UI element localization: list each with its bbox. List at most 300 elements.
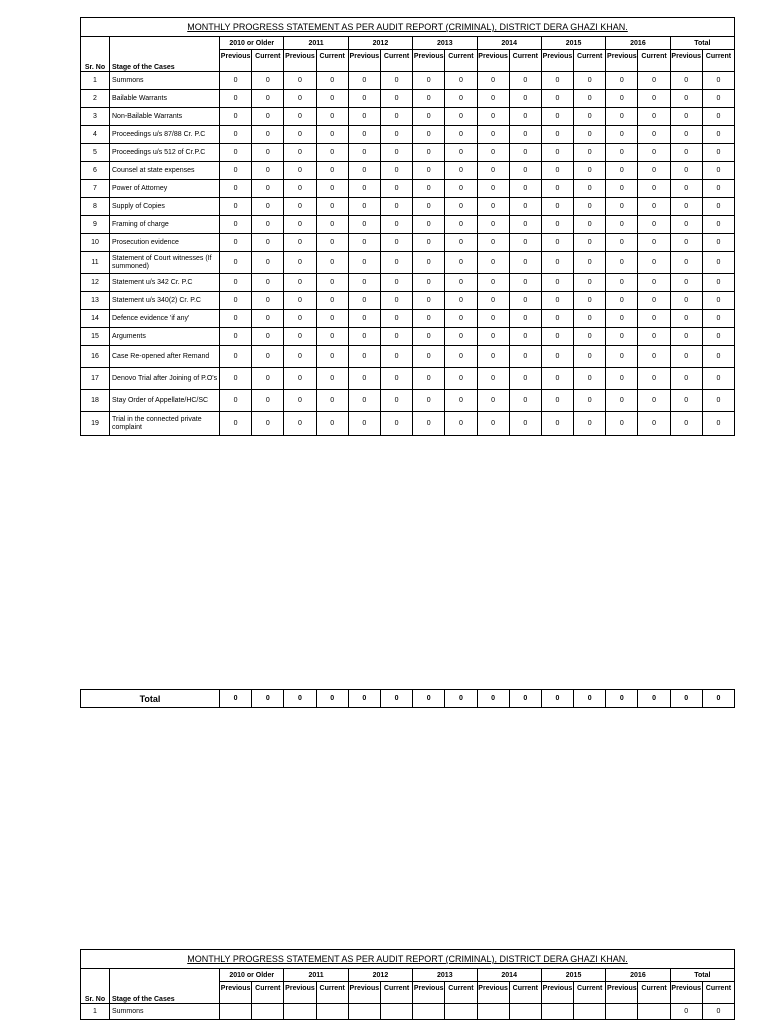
value-cell: 0	[220, 72, 252, 90]
value-cell: 0	[702, 346, 734, 368]
value-cell: 0	[316, 126, 348, 144]
previous-header: Previous	[220, 50, 252, 72]
value-cell: 0	[380, 162, 412, 180]
value-cell: 0	[220, 274, 252, 292]
sr-cell: 6	[81, 162, 110, 180]
value-cell: 0	[284, 274, 316, 292]
value-cell: 0	[413, 292, 445, 310]
value-cell: 0	[316, 72, 348, 90]
value-cell: 0	[606, 162, 638, 180]
value-cell: 0	[638, 90, 670, 108]
sr-header: Sr. No	[81, 50, 110, 72]
value-cell: 0	[445, 162, 477, 180]
value-cell: 0	[413, 198, 445, 216]
value-cell: 0	[574, 144, 606, 162]
current-header: Current	[380, 50, 412, 72]
value-cell: 0	[509, 234, 541, 252]
value-cell: 0	[541, 162, 573, 180]
value-cell: 0	[348, 346, 380, 368]
value-cell: 0	[702, 368, 734, 390]
value-cell	[348, 1004, 380, 1020]
value-cell: 0	[284, 198, 316, 216]
value-cell: 0	[220, 162, 252, 180]
sr-cell: 14	[81, 310, 110, 328]
value-cell: 0	[606, 198, 638, 216]
year-group-header: 2015	[541, 37, 605, 50]
value-cell: 0	[477, 108, 509, 126]
sr-header-spacer	[81, 37, 110, 50]
value-cell: 0	[252, 198, 284, 216]
value-cell: 0	[284, 216, 316, 234]
value-cell	[220, 1004, 252, 1020]
value-cell: 0	[477, 292, 509, 310]
value-cell: 0	[509, 252, 541, 274]
table-row	[81, 108, 735, 126]
value-cell: 0	[702, 198, 734, 216]
stage-cell: Case Re-opened after Remand	[110, 346, 220, 368]
value-cell: 0	[702, 126, 734, 144]
value-cell: 0	[348, 252, 380, 274]
value-cell: 0	[638, 412, 670, 436]
page2-title-row	[81, 950, 735, 969]
stage-cell: Summons	[110, 1004, 220, 1020]
total-value-cell: 0	[477, 690, 509, 708]
year-group-header: 2010 or Older	[220, 37, 284, 50]
table-row	[81, 162, 735, 180]
value-cell: 0	[541, 144, 573, 162]
value-cell: 0	[445, 198, 477, 216]
value-cell: 0	[509, 180, 541, 198]
value-cell: 0	[316, 412, 348, 436]
value-cell: 0	[413, 310, 445, 328]
value-cell: 0	[670, 310, 702, 328]
sr-cell: 15	[81, 328, 110, 346]
value-cell: 0	[702, 90, 734, 108]
sr-cell: 7	[81, 180, 110, 198]
value-cell: 0	[348, 198, 380, 216]
value-cell: 0	[316, 274, 348, 292]
sr-cell: 9	[81, 216, 110, 234]
value-cell: 0	[670, 390, 702, 412]
value-cell: 0	[541, 274, 573, 292]
value-cell: 0	[541, 328, 573, 346]
value-cell: 0	[252, 108, 284, 126]
value-cell: 0	[477, 274, 509, 292]
total-value-cell: 0	[509, 690, 541, 708]
stage-cell: Bailable Warrants	[110, 90, 220, 108]
value-cell: 0	[541, 412, 573, 436]
year-header-row	[81, 37, 735, 50]
value-cell: 0	[509, 310, 541, 328]
page2-current-header: Current	[252, 982, 284, 1004]
value-cell: 0	[477, 346, 509, 368]
current-header: Current	[574, 50, 606, 72]
value-cell: 0	[638, 274, 670, 292]
value-cell: 0	[445, 216, 477, 234]
value-cell: 0	[348, 126, 380, 144]
total-value-cell: 0	[445, 690, 477, 708]
value-cell: 0	[670, 72, 702, 90]
value-cell: 0	[316, 162, 348, 180]
stage-cell: Statement of Court witnesses (If summoned)	[110, 252, 220, 274]
value-cell: 0	[606, 108, 638, 126]
total-value-cell: 0	[252, 690, 284, 708]
value-cell: 0	[574, 72, 606, 90]
table-row	[81, 252, 735, 274]
value-cell: 0	[316, 90, 348, 108]
value-cell: 0	[445, 368, 477, 390]
total-value-cell: 0	[380, 690, 412, 708]
value-cell: 0	[284, 126, 316, 144]
value-cell: 0	[541, 180, 573, 198]
value-cell: 0	[413, 162, 445, 180]
value-cell: 0	[413, 108, 445, 126]
value-cell: 0	[606, 412, 638, 436]
value-cell: 0	[284, 108, 316, 126]
value-cell: 0	[670, 162, 702, 180]
value-cell: 0	[252, 274, 284, 292]
previous-header: Previous	[606, 50, 638, 72]
value-cell: 0	[638, 216, 670, 234]
value-cell: 0	[220, 126, 252, 144]
previous-header: Previous	[477, 50, 509, 72]
progress-statement-table-page2	[80, 949, 735, 1020]
value-cell: 0	[413, 144, 445, 162]
table-row	[81, 390, 735, 412]
value-cell: 0	[348, 234, 380, 252]
value-cell: 0	[445, 90, 477, 108]
value-cell: 0	[413, 126, 445, 144]
value-cell: 0	[509, 90, 541, 108]
page2-previous-header: Previous	[670, 982, 702, 1004]
value-cell: 0	[638, 390, 670, 412]
value-cell: 0	[574, 310, 606, 328]
stage-cell: Stay Order of Appellate/HC/SC	[110, 390, 220, 412]
total-value-cell: 0	[413, 690, 445, 708]
value-cell: 0	[574, 108, 606, 126]
table-row	[81, 412, 735, 436]
value-cell: 0	[670, 292, 702, 310]
value-cell: 0	[541, 234, 573, 252]
value-cell: 0	[638, 180, 670, 198]
value-cell: 0	[220, 390, 252, 412]
table-row	[81, 346, 735, 368]
value-cell: 0	[702, 328, 734, 346]
total-value-cell: 0	[638, 690, 670, 708]
value-cell: 0	[284, 346, 316, 368]
value-cell: 0	[509, 216, 541, 234]
value-cell: 0	[220, 310, 252, 328]
value-cell: 0	[284, 368, 316, 390]
total-label: Total	[81, 690, 220, 708]
page2-sub-header-row	[81, 982, 735, 1004]
value-cell: 0	[445, 328, 477, 346]
value-cell: 0	[541, 252, 573, 274]
value-cell: 0	[670, 328, 702, 346]
value-cell: 0	[638, 72, 670, 90]
value-cell: 0	[413, 412, 445, 436]
page2-previous-header: Previous	[541, 982, 573, 1004]
value-cell: 0	[477, 328, 509, 346]
value-cell: 0	[252, 328, 284, 346]
stage-cell: Defence evidence 'if any'	[110, 310, 220, 328]
value-cell: 0	[702, 72, 734, 90]
value-cell: 0	[220, 234, 252, 252]
page2-year-group-header: 2016	[606, 969, 670, 982]
value-cell: 0	[702, 390, 734, 412]
value-cell: 0	[606, 216, 638, 234]
value-cell: 0	[348, 162, 380, 180]
table-row	[81, 1004, 735, 1020]
value-cell: 0	[638, 292, 670, 310]
stage-cell: Supply of Copies	[110, 198, 220, 216]
value-cell: 0	[509, 368, 541, 390]
value-cell: 0	[541, 198, 573, 216]
value-cell: 0	[316, 144, 348, 162]
value-cell: 0	[606, 390, 638, 412]
value-cell: 0	[380, 328, 412, 346]
value-cell: 0	[252, 144, 284, 162]
value-cell: 0	[606, 310, 638, 328]
value-cell: 0	[252, 252, 284, 274]
value-cell: 0	[445, 108, 477, 126]
value-cell: 0	[220, 328, 252, 346]
progress-statement-table	[80, 17, 735, 436]
value-cell: 0	[284, 180, 316, 198]
value-cell: 0	[380, 310, 412, 328]
value-cell: 0	[220, 90, 252, 108]
value-cell: 0	[541, 346, 573, 368]
stage-cell: Power of Attorney	[110, 180, 220, 198]
value-cell	[541, 1004, 573, 1020]
stage-cell: Summons	[110, 72, 220, 90]
value-cell: 0	[284, 162, 316, 180]
value-cell: 0	[509, 390, 541, 412]
table-row	[81, 90, 735, 108]
value-cell: 0	[445, 72, 477, 90]
value-cell: 0	[380, 72, 412, 90]
value-cell: 0	[541, 108, 573, 126]
value-cell: 0	[348, 108, 380, 126]
value-cell: 0	[541, 310, 573, 328]
value-cell: 0	[670, 198, 702, 216]
value-cell: 0	[477, 90, 509, 108]
page2-current-header: Current	[702, 982, 734, 1004]
value-cell: 0	[348, 328, 380, 346]
total-value-cell: 0	[702, 690, 734, 708]
sr-cell: 8	[81, 198, 110, 216]
value-cell: 0	[606, 252, 638, 274]
value-cell: 0	[541, 390, 573, 412]
page2-year-group-header: 2010 or Older	[220, 969, 284, 982]
page2-previous-header: Previous	[348, 982, 380, 1004]
value-cell: 0	[220, 412, 252, 436]
value-cell: 0	[445, 252, 477, 274]
value-cell: 0	[477, 252, 509, 274]
total-value-cell: 0	[316, 690, 348, 708]
value-cell: 0	[477, 234, 509, 252]
previous-header: Previous	[348, 50, 380, 72]
value-cell: 0	[252, 72, 284, 90]
current-header: Current	[509, 50, 541, 72]
value-cell: 0	[220, 346, 252, 368]
value-cell: 0	[606, 234, 638, 252]
value-cell: 0	[413, 90, 445, 108]
table-row	[81, 144, 735, 162]
year-group-header: 2016	[606, 37, 670, 50]
value-cell: 0	[477, 162, 509, 180]
value-cell: 0	[670, 346, 702, 368]
value-cell: 0	[638, 198, 670, 216]
page2-sr-header-spacer	[81, 969, 110, 982]
value-cell	[509, 1004, 541, 1020]
value-cell: 0	[445, 390, 477, 412]
value-cell: 0	[316, 252, 348, 274]
sr-cell: 1	[81, 72, 110, 90]
previous-header: Previous	[670, 50, 702, 72]
value-cell: 0	[380, 144, 412, 162]
value-cell: 0	[477, 368, 509, 390]
page2-year-group-header: 2011	[284, 969, 348, 982]
sr-cell: 16	[81, 346, 110, 368]
value-cell: 0	[284, 390, 316, 412]
value-cell: 0	[670, 234, 702, 252]
current-header: Current	[702, 50, 734, 72]
page2-stage-header-spacer	[110, 969, 220, 982]
page2-current-header: Current	[574, 982, 606, 1004]
page2-document-title: MONTHLY PROGRESS STATEMENT AS PER AUDIT REPORT (CRIMINAL), DISTRICT DERA GHAZI KHAN.	[81, 950, 735, 969]
value-cell: 0	[380, 126, 412, 144]
value-cell	[284, 1004, 316, 1020]
value-cell: 0	[380, 292, 412, 310]
page2-current-header: Current	[380, 982, 412, 1004]
total-table	[80, 689, 735, 708]
value-cell: 0	[606, 126, 638, 144]
value-cell: 0	[316, 328, 348, 346]
value-cell: 0	[574, 216, 606, 234]
value-cell: 0	[509, 346, 541, 368]
total-value-cell: 0	[541, 690, 573, 708]
value-cell: 0	[348, 180, 380, 198]
value-cell: 0	[252, 390, 284, 412]
page2-previous-header: Previous	[284, 982, 316, 1004]
page2-previous-header: Previous	[413, 982, 445, 1004]
sr-cell: 1	[81, 1004, 110, 1020]
value-cell	[606, 1004, 638, 1020]
value-cell: 0	[252, 180, 284, 198]
value-cell: 0	[638, 368, 670, 390]
table-row	[81, 234, 735, 252]
table-row	[81, 292, 735, 310]
page2-current-header: Current	[509, 982, 541, 1004]
value-cell: 0	[252, 126, 284, 144]
value-cell: 0	[348, 310, 380, 328]
value-cell: 0	[670, 252, 702, 274]
value-cell: 0	[413, 274, 445, 292]
sr-cell: 19	[81, 412, 110, 436]
table-row	[81, 198, 735, 216]
value-cell: 0	[316, 310, 348, 328]
value-cell: 0	[541, 368, 573, 390]
value-cell: 0	[413, 390, 445, 412]
value-cell: 0	[509, 274, 541, 292]
title-row	[81, 18, 735, 37]
value-cell: 0	[445, 144, 477, 162]
value-cell: 0	[220, 180, 252, 198]
value-cell: 0	[316, 234, 348, 252]
value-cell: 0	[606, 346, 638, 368]
value-cell: 0	[702, 162, 734, 180]
value-cell: 0	[220, 198, 252, 216]
table-row	[81, 126, 735, 144]
value-cell: 0	[380, 198, 412, 216]
value-cell: 0	[541, 292, 573, 310]
value-cell: 0	[702, 310, 734, 328]
stage-cell: Counsel at state expenses	[110, 162, 220, 180]
stage-header-spacer	[110, 37, 220, 50]
value-cell: 0	[574, 412, 606, 436]
value-cell: 0	[348, 72, 380, 90]
value-cell: 0	[670, 368, 702, 390]
table-row	[81, 368, 735, 390]
value-cell	[252, 1004, 284, 1020]
value-cell: 0	[445, 412, 477, 436]
value-cell: 0	[670, 90, 702, 108]
value-cell: 0	[348, 90, 380, 108]
value-cell: 0	[284, 412, 316, 436]
table-row	[81, 328, 735, 346]
value-cell: 0	[252, 292, 284, 310]
value-cell: 0	[670, 180, 702, 198]
value-cell: 0	[574, 328, 606, 346]
value-cell: 0	[606, 292, 638, 310]
page2-current-header: Current	[445, 982, 477, 1004]
value-cell: 0	[220, 368, 252, 390]
value-cell: 0	[670, 108, 702, 126]
stage-cell: Trial in the connected private complaint	[110, 412, 220, 436]
value-cell: 0	[445, 310, 477, 328]
value-cell: 0	[670, 126, 702, 144]
value-cell: 0	[606, 144, 638, 162]
page2-year-header-row	[81, 969, 735, 982]
value-cell: 0	[348, 368, 380, 390]
value-cell: 0	[477, 390, 509, 412]
value-cell: 0	[445, 180, 477, 198]
value-cell: 0	[220, 292, 252, 310]
value-cell: 0	[477, 412, 509, 436]
sr-cell: 4	[81, 126, 110, 144]
total-row	[81, 690, 735, 708]
value-cell: 0	[316, 198, 348, 216]
value-cell: 0	[252, 162, 284, 180]
sr-cell: 17	[81, 368, 110, 390]
value-cell	[380, 1004, 412, 1020]
value-cell: 0	[380, 90, 412, 108]
value-cell: 0	[284, 144, 316, 162]
value-cell: 0	[477, 216, 509, 234]
value-cell: 0	[413, 328, 445, 346]
value-cell: 0	[509, 412, 541, 436]
value-cell: 0	[606, 368, 638, 390]
value-cell: 0	[348, 292, 380, 310]
value-cell: 0	[670, 144, 702, 162]
value-cell: 0	[702, 1004, 734, 1020]
stage-header: Stage of the Cases	[110, 50, 220, 72]
current-header: Current	[638, 50, 670, 72]
value-cell: 0	[445, 274, 477, 292]
value-cell	[477, 1004, 509, 1020]
value-cell: 0	[606, 274, 638, 292]
